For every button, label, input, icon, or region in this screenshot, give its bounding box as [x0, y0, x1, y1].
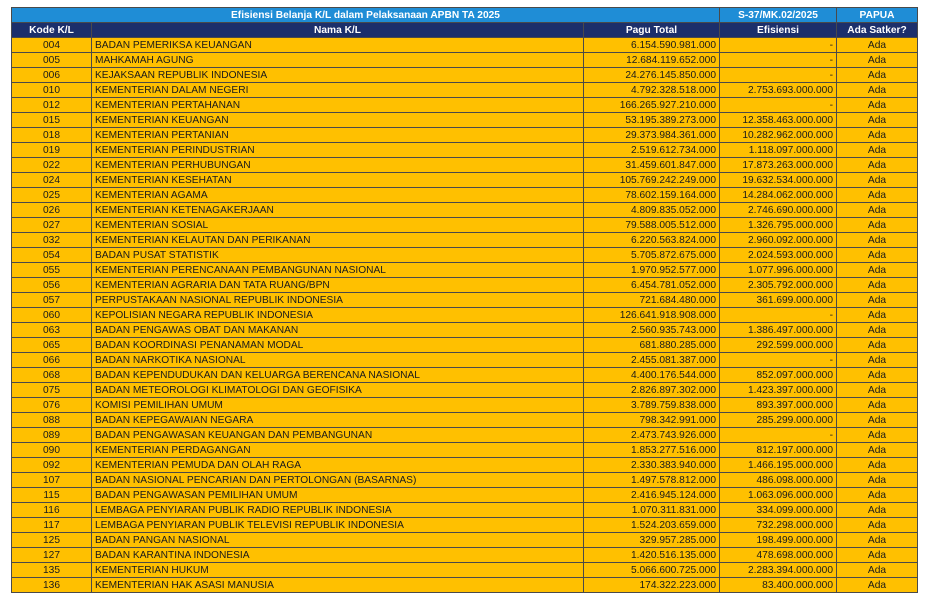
table-row [12, 98, 918, 113]
cell-efisiensi: 732.298.000.000 [720, 518, 837, 533]
cell-pagu: 126.641.918.908.000 [584, 308, 720, 323]
cell-efisiensi: - [720, 428, 837, 443]
efficiency-sheet [11, 7, 917, 593]
cell-nama: KEMENTERIAN HUKUM [92, 563, 584, 578]
cell-kode: 019 [12, 143, 92, 158]
table-row [12, 188, 918, 203]
cell-kode: 116 [12, 503, 92, 518]
cell-ada-satker: Ada [837, 53, 918, 68]
cell-nama: BADAN PENGAWAS OBAT DAN MAKANAN [92, 323, 584, 338]
cell-pagu: 1.524.203.659.000 [584, 518, 720, 533]
cell-nama: BADAN KARANTINA INDONESIA [92, 548, 584, 563]
cell-kode: 006 [12, 68, 92, 83]
cell-ada-satker: Ada [837, 128, 918, 143]
cell-ada-satker: Ada [837, 578, 918, 593]
table-row [12, 323, 918, 338]
table-row [12, 83, 918, 98]
cell-kode: 032 [12, 233, 92, 248]
cell-pagu: 3.789.759.838.000 [584, 398, 720, 413]
cell-nama: KEMENTERIAN KEUANGAN [92, 113, 584, 128]
cell-efisiensi: 198.499.000.000 [720, 533, 837, 548]
cell-efisiensi: 1.423.397.000.000 [720, 383, 837, 398]
cell-pagu: 31.459.601.847.000 [584, 158, 720, 173]
cell-nama: BADAN KOORDINASI PENANAMAN MODAL [92, 338, 584, 353]
cell-efisiensi: 2.283.394.000.000 [720, 563, 837, 578]
table-row [12, 293, 918, 308]
cell-kode: 063 [12, 323, 92, 338]
cell-efisiensi: - [720, 353, 837, 368]
cell-kode: 125 [12, 533, 92, 548]
cell-efisiensi: 292.599.000.000 [720, 338, 837, 353]
cell-ada-satker: Ada [837, 218, 918, 233]
cell-kode: 060 [12, 308, 92, 323]
cell-nama: BADAN NASIONAL PENCARIAN DAN PERTOLONGAN (BASARNAS) [92, 473, 584, 488]
cell-nama: BADAN PENGAWASAN PEMILIHAN UMUM [92, 488, 584, 503]
cell-kode: 024 [12, 173, 92, 188]
cell-kode: 117 [12, 518, 92, 533]
cell-ada-satker: Ada [837, 143, 918, 158]
table-row [12, 458, 918, 473]
cell-pagu: 329.957.285.000 [584, 533, 720, 548]
cell-nama: KEMENTERIAN PERHUBUNGAN [92, 158, 584, 173]
cell-nama: KEMENTERIAN AGAMA [92, 188, 584, 203]
cell-kode: 005 [12, 53, 92, 68]
cell-efisiensi: 361.699.000.000 [720, 293, 837, 308]
table-row [12, 518, 918, 533]
cell-efisiensi: 2.753.693.000.000 [720, 83, 837, 98]
cell-kode: 076 [12, 398, 92, 413]
cell-nama: KEMENTERIAN DALAM NEGERI [92, 83, 584, 98]
header-pagu: Pagu Total [584, 23, 720, 38]
cell-ada-satker: Ada [837, 458, 918, 473]
cell-ada-satker: Ada [837, 173, 918, 188]
cell-pagu: 4.792.328.518.000 [584, 83, 720, 98]
cell-pagu: 2.519.612.734.000 [584, 143, 720, 158]
cell-efisiensi: 893.397.000.000 [720, 398, 837, 413]
cell-ada-satker: Ada [837, 248, 918, 263]
cell-kode: 012 [12, 98, 92, 113]
cell-kode: 068 [12, 368, 92, 383]
cell-kode: 022 [12, 158, 92, 173]
cell-nama: KEMENTERIAN PERINDUSTRIAN [92, 143, 584, 158]
cell-kode: 026 [12, 203, 92, 218]
table-row [12, 368, 918, 383]
cell-ada-satker: Ada [837, 68, 918, 83]
cell-kode: 027 [12, 218, 92, 233]
reference-number: S-37/MK.02/2025 [720, 8, 837, 23]
cell-kode: 025 [12, 188, 92, 203]
cell-pagu: 721.684.480.000 [584, 293, 720, 308]
cell-efisiensi: 2.746.690.000.000 [720, 203, 837, 218]
table-row [12, 503, 918, 518]
table-row [12, 263, 918, 278]
cell-kode: 018 [12, 128, 92, 143]
cell-pagu: 798.342.991.000 [584, 413, 720, 428]
cell-efisiensi: - [720, 68, 837, 83]
cell-nama: BADAN KEPENDUDUKAN DAN KELUARGA BERENCANA NASIONAL [92, 368, 584, 383]
table-row [12, 428, 918, 443]
cell-nama: MAHKAMAH AGUNG [92, 53, 584, 68]
table-row [12, 533, 918, 548]
cell-pagu: 6.454.781.052.000 [584, 278, 720, 293]
cell-nama: BADAN NARKOTIKA NASIONAL [92, 353, 584, 368]
cell-pagu: 2.455.081.387.000 [584, 353, 720, 368]
cell-pagu: 79.588.005.512.000 [584, 218, 720, 233]
table-row [12, 158, 918, 173]
table-row [12, 353, 918, 368]
table-row [12, 113, 918, 128]
cell-nama: BADAN PUSAT STATISTIK [92, 248, 584, 263]
cell-efisiensi: 1.063.096.000.000 [720, 488, 837, 503]
cell-efisiensi: 1.118.097.000.000 [720, 143, 837, 158]
cell-ada-satker: Ada [837, 473, 918, 488]
cell-pagu: 5.066.600.725.000 [584, 563, 720, 578]
cell-nama: KEMENTERIAN KELAUTAN DAN PERIKANAN [92, 233, 584, 248]
cell-nama: PERPUSTAKAAN NASIONAL REPUBLIK INDONESIA [92, 293, 584, 308]
table-row [12, 548, 918, 563]
table-row [12, 488, 918, 503]
cell-nama: KEMENTERIAN PEMUDA DAN OLAH RAGA [92, 458, 584, 473]
table-row [12, 398, 918, 413]
cell-kode: 090 [12, 443, 92, 458]
cell-ada-satker: Ada [837, 488, 918, 503]
cell-pagu: 6.220.563.824.000 [584, 233, 720, 248]
cell-nama: BADAN PENGAWASAN KEUANGAN DAN PEMBANGUNAN [92, 428, 584, 443]
cell-efisiensi: - [720, 98, 837, 113]
cell-pagu: 681.880.285.000 [584, 338, 720, 353]
header-ada-satker: Ada Satker? [837, 23, 918, 38]
cell-ada-satker: Ada [837, 503, 918, 518]
cell-pagu: 78.602.159.164.000 [584, 188, 720, 203]
cell-pagu: 6.154.590.981.000 [584, 38, 720, 53]
table-row [12, 248, 918, 263]
cell-nama: BADAN PANGAN NASIONAL [92, 533, 584, 548]
cell-nama: KEMENTERIAN HAK ASASI MANUSIA [92, 578, 584, 593]
cell-pagu: 2.473.743.926.000 [584, 428, 720, 443]
cell-nama: KEMENTERIAN PERTAHANAN [92, 98, 584, 113]
cell-kode: 092 [12, 458, 92, 473]
cell-ada-satker: Ada [837, 203, 918, 218]
table-body [12, 38, 918, 593]
cell-kode: 055 [12, 263, 92, 278]
table-row [12, 53, 918, 68]
cell-nama: BADAN KEPEGAWAIAN NEGARA [92, 413, 584, 428]
cell-efisiensi: 14.284.062.000.000 [720, 188, 837, 203]
cell-pagu: 105.769.242.249.000 [584, 173, 720, 188]
cell-pagu: 1.070.311.831.000 [584, 503, 720, 518]
cell-kode: 136 [12, 578, 92, 593]
cell-pagu: 24.276.145.850.000 [584, 68, 720, 83]
cell-kode: 088 [12, 413, 92, 428]
cell-ada-satker: Ada [837, 233, 918, 248]
cell-efisiensi: 478.698.000.000 [720, 548, 837, 563]
cell-efisiensi: 10.282.962.000.000 [720, 128, 837, 143]
table-row [12, 443, 918, 458]
cell-kode: 115 [12, 488, 92, 503]
header-nama: Nama K/L [92, 23, 584, 38]
cell-ada-satker: Ada [837, 323, 918, 338]
cell-pagu: 1.497.578.812.000 [584, 473, 720, 488]
cell-ada-satker: Ada [837, 428, 918, 443]
table-row [12, 338, 918, 353]
cell-efisiensi: 852.097.000.000 [720, 368, 837, 383]
cell-kode: 004 [12, 38, 92, 53]
cell-ada-satker: Ada [837, 38, 918, 53]
cell-ada-satker: Ada [837, 518, 918, 533]
cell-efisiensi: 2.960.092.000.000 [720, 233, 837, 248]
cell-ada-satker: Ada [837, 158, 918, 173]
region-label: PAPUA [837, 8, 918, 23]
table-row [12, 578, 918, 593]
cell-efisiensi: 812.197.000.000 [720, 443, 837, 458]
cell-nama: KEMENTERIAN KESEHATAN [92, 173, 584, 188]
cell-efisiensi: 1.077.996.000.000 [720, 263, 837, 278]
cell-efisiensi: - [720, 53, 837, 68]
cell-pagu: 166.265.927.210.000 [584, 98, 720, 113]
cell-nama: KEMENTERIAN AGRARIA DAN TATA RUANG/BPN [92, 278, 584, 293]
header-kode: Kode K/L [12, 23, 92, 38]
cell-ada-satker: Ada [837, 398, 918, 413]
table-row [12, 38, 918, 53]
cell-ada-satker: Ada [837, 533, 918, 548]
cell-efisiensi: 12.358.463.000.000 [720, 113, 837, 128]
cell-ada-satker: Ada [837, 383, 918, 398]
cell-nama: KEMENTERIAN PERTANIAN [92, 128, 584, 143]
column-header-row [12, 23, 918, 38]
cell-nama: KEPOLISIAN NEGARA REPUBLIK INDONESIA [92, 308, 584, 323]
cell-ada-satker: Ada [837, 368, 918, 383]
cell-nama: KEMENTERIAN PERENCANAAN PEMBANGUNAN NASIONAL [92, 263, 584, 278]
cell-kode: 010 [12, 83, 92, 98]
cell-efisiensi: 83.400.000.000 [720, 578, 837, 593]
cell-kode: 066 [12, 353, 92, 368]
title-row [12, 8, 918, 23]
cell-pagu: 5.705.872.675.000 [584, 248, 720, 263]
table-row [12, 173, 918, 188]
cell-kode: 089 [12, 428, 92, 443]
cell-ada-satker: Ada [837, 83, 918, 98]
cell-efisiensi: 486.098.000.000 [720, 473, 837, 488]
cell-ada-satker: Ada [837, 353, 918, 368]
cell-ada-satker: Ada [837, 413, 918, 428]
table-row [12, 413, 918, 428]
cell-kode: 054 [12, 248, 92, 263]
cell-kode: 107 [12, 473, 92, 488]
cell-efisiensi: 19.632.534.000.000 [720, 173, 837, 188]
cell-ada-satker: Ada [837, 338, 918, 353]
cell-kode: 065 [12, 338, 92, 353]
header-efisiensi: Efisiensi [720, 23, 837, 38]
cell-pagu: 2.416.945.124.000 [584, 488, 720, 503]
cell-ada-satker: Ada [837, 263, 918, 278]
table-row [12, 203, 918, 218]
cell-nama: KOMISI PEMILIHAN UMUM [92, 398, 584, 413]
table-row [12, 218, 918, 233]
table-row [12, 473, 918, 488]
cell-ada-satker: Ada [837, 98, 918, 113]
cell-kode: 135 [12, 563, 92, 578]
efficiency-table [11, 7, 918, 593]
cell-pagu: 2.560.935.743.000 [584, 323, 720, 338]
cell-efisiensi: 1.466.195.000.000 [720, 458, 837, 473]
cell-pagu: 1.970.952.577.000 [584, 263, 720, 278]
cell-efisiensi: 2.305.792.000.000 [720, 278, 837, 293]
cell-ada-satker: Ada [837, 563, 918, 578]
cell-efisiensi: 17.873.263.000.000 [720, 158, 837, 173]
cell-efisiensi: 334.099.000.000 [720, 503, 837, 518]
cell-pagu: 174.322.223.000 [584, 578, 720, 593]
cell-ada-satker: Ada [837, 443, 918, 458]
cell-efisiensi: 2.024.593.000.000 [720, 248, 837, 263]
cell-pagu: 2.330.383.940.000 [584, 458, 720, 473]
cell-kode: 015 [12, 113, 92, 128]
cell-pagu: 4.400.176.544.000 [584, 368, 720, 383]
cell-ada-satker: Ada [837, 188, 918, 203]
cell-pagu: 1.420.516.135.000 [584, 548, 720, 563]
cell-ada-satker: Ada [837, 293, 918, 308]
cell-pagu: 29.373.984.361.000 [584, 128, 720, 143]
cell-ada-satker: Ada [837, 308, 918, 323]
cell-pagu: 12.684.119.652.000 [584, 53, 720, 68]
cell-efisiensi: - [720, 308, 837, 323]
cell-nama: KEMENTERIAN PERDAGANGAN [92, 443, 584, 458]
cell-nama: KEJAKSAAN REPUBLIK INDONESIA [92, 68, 584, 83]
cell-pagu: 53.195.389.273.000 [584, 113, 720, 128]
cell-kode: 056 [12, 278, 92, 293]
cell-efisiensi: - [720, 38, 837, 53]
table-row [12, 308, 918, 323]
table-row [12, 233, 918, 248]
table-row [12, 383, 918, 398]
cell-ada-satker: Ada [837, 113, 918, 128]
table-row [12, 143, 918, 158]
cell-nama: LEMBAGA PENYIARAN PUBLIK TELEVISI REPUBLIK INDONESIA [92, 518, 584, 533]
sheet-title: Efisiensi Belanja K/L dalam Pelaksanaan APBN TA 2025 [12, 8, 720, 23]
cell-nama: BADAN METEOROLOGI KLIMATOLOGI DAN GEOFISIKA [92, 383, 584, 398]
cell-ada-satker: Ada [837, 278, 918, 293]
cell-pagu: 2.826.897.302.000 [584, 383, 720, 398]
cell-kode: 075 [12, 383, 92, 398]
cell-efisiensi: 1.386.497.000.000 [720, 323, 837, 338]
cell-pagu: 4.809.835.052.000 [584, 203, 720, 218]
cell-nama: LEMBAGA PENYIARAN PUBLIK RADIO REPUBLIK INDONESIA [92, 503, 584, 518]
cell-efisiensi: 285.299.000.000 [720, 413, 837, 428]
cell-kode: 127 [12, 548, 92, 563]
cell-nama: KEMENTERIAN KETENAGAKERJAAN [92, 203, 584, 218]
table-row [12, 563, 918, 578]
cell-pagu: 1.853.277.516.000 [584, 443, 720, 458]
cell-efisiensi: 1.326.795.000.000 [720, 218, 837, 233]
cell-kode: 057 [12, 293, 92, 308]
table-row [12, 128, 918, 143]
table-row [12, 278, 918, 293]
table-row [12, 68, 918, 83]
cell-nama: BADAN PEMERIKSA KEUANGAN [92, 38, 584, 53]
cell-nama: KEMENTERIAN SOSIAL [92, 218, 584, 233]
cell-ada-satker: Ada [837, 548, 918, 563]
